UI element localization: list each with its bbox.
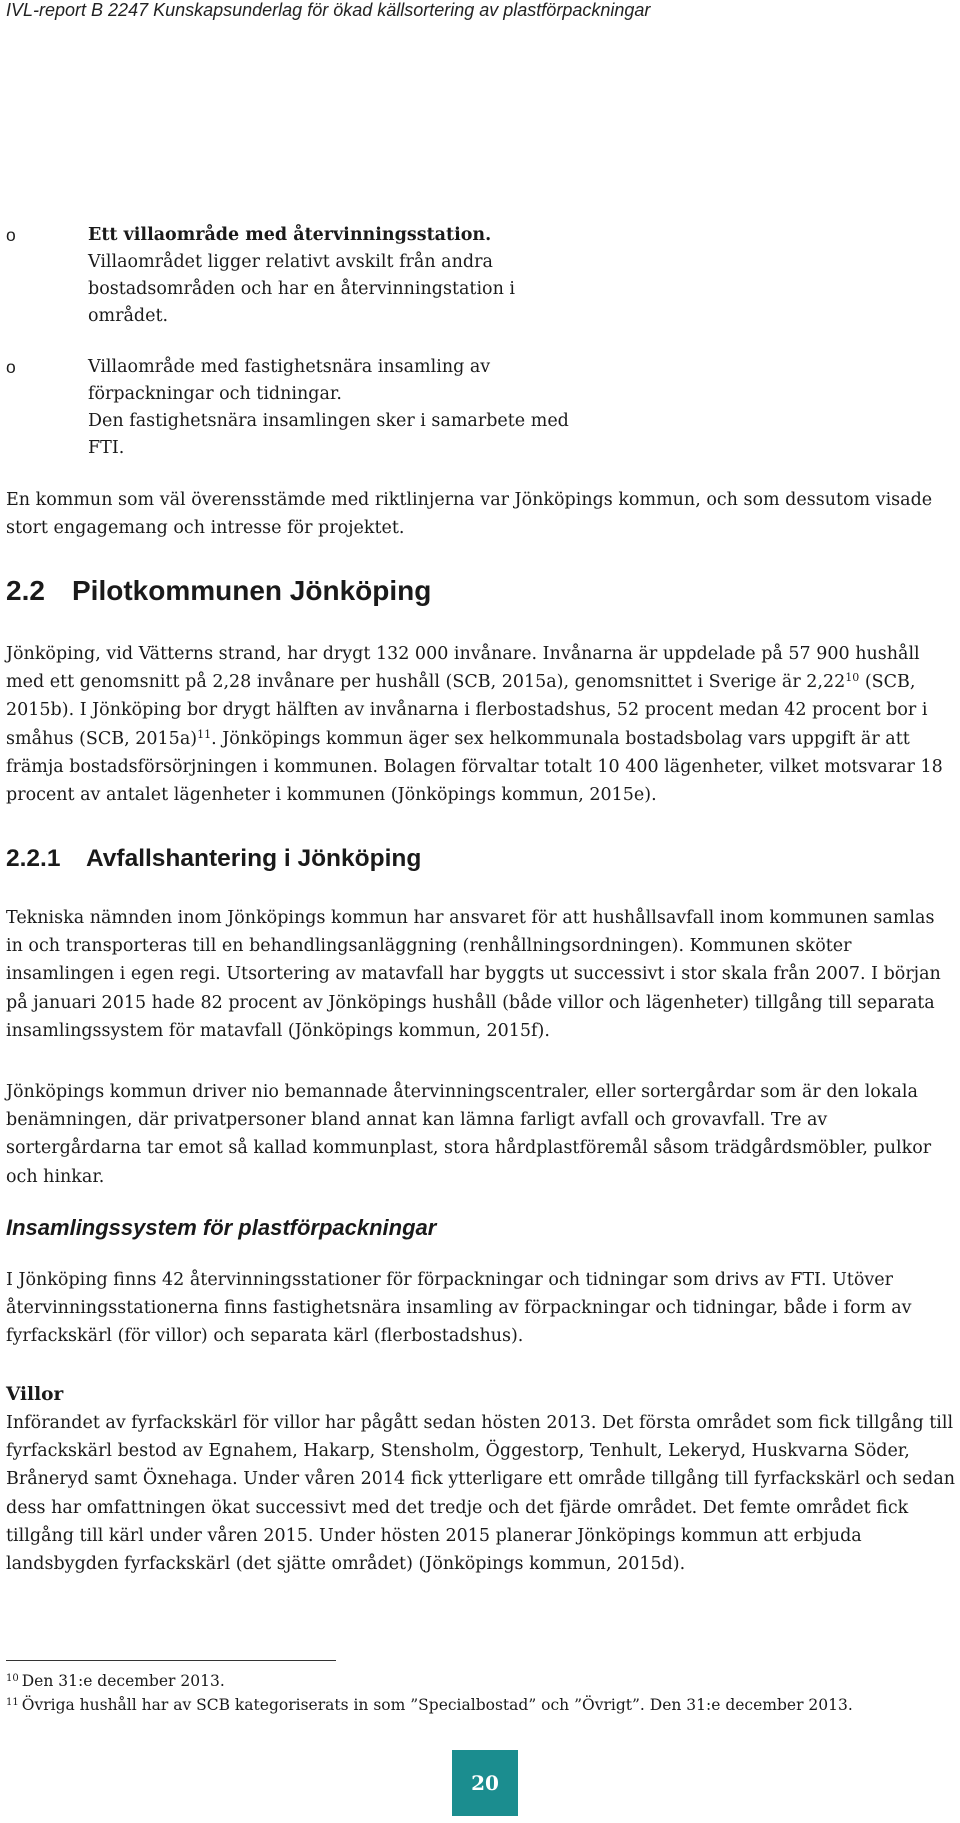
paragraph-text: . Jönköpings kommun äger sex helkommunala bostadsbolag vars uppgift är att främja bostadsförsörjningen i kommunen. Bolagen förvaltar totalt 10 400 lägenheter, vilket motsvarar 18 procent av antalet lägenheter i kommunen (Jönköpings kommun, 2015e).: [6, 728, 943, 806]
footnote-divider: [6, 1660, 336, 1661]
footnote-number: 10: [6, 1673, 19, 1684]
bullet-list: [6, 222, 606, 486]
list-item-line: förpackningar och tidningar.: [88, 384, 342, 404]
list-item-title: Ett villaområde med återvinningsstation.: [88, 225, 492, 245]
footnote-text: Övriga hushåll har av SCB kategoriserats in som ”Specialbostad” och ”Övrigt”. Den 31:e december 2013.: [21, 1696, 853, 1714]
circle-bullet-icon: o: [6, 357, 16, 377]
footnote-ref-10[interactable]: 10: [845, 671, 860, 685]
subsection-heading: [6, 845, 956, 873]
villor-paragraph: Införandet av fyrfackskärl för villor har pågått sedan hösten 2013. Det första området som fick tillgång till fyrfackskärl bestod av Egnahem, Hakarp, Stensholm, Öggestorp, Tenhult, Lekeryd, Huskvarna Söder, Bråneryd samt Öxnehaga. Under våren 2014 fick ytterligare ett område tillgång till fyrfackskärl och sedan dess har omfattningen ökat successivt med det tredje och det fjärde området. Det femte området fick tillgång till kärl under våren 2015. Under hösten 2015 planerar Jönköpings kommun att erbjuda landsbygden fyrfackskärl (det sjätte området) (Jönköpings kommun, 2015d).: [6, 1413, 956, 1575]
list-item-title: Villaområde med fastighetsnära insamling av: [88, 357, 491, 377]
section-title: Pilotkommunen Jönköping: [72, 575, 432, 606]
section-paragraph: Tekniska nämnden inom Jönköpings kommun har ansvaret för att hushållsavfall inom kommunen samlas in och transporteras till en behandlingsanläggning (renhållningsordningen). Kommunen sköter insamlingen i egen regi. Utsortering av matavfall har byggts ut successivt i stor skala från 2007. I början på januari 2015 hade 82 procent av Jönköpings hushåll (både villor och lägenheter) tillgång till separata insamlingssystem för matavfall (Jönköpings kommun, 2015f).: [6, 908, 941, 1041]
list-item-line: bostadsområden och har en återvinningstation i: [88, 279, 516, 299]
list-item-line: Den fastighetsnära insamlingen sker i samarbete med: [88, 411, 569, 431]
circle-bullet-icon: o: [6, 225, 16, 245]
section-paragraph: Jönköpings kommun driver nio bemannade återvinningscentraler, eller sortergårdar som är den lokala benämningen, där privatpersoner bland annat kan lämna farligt avfall och grovavfall. Tre av sortergårdarna tar emot så kallad kommunplast, stora hårdplastföremål såsom trädgårdsmöbler, pulkor och hinkar.: [6, 1082, 932, 1187]
subsection-italic-heading: Insamlingssystem för plastförpackningar: [6, 1215, 437, 1240]
subsection-title: Avfallshantering i Jönköping: [86, 845, 422, 872]
villor-heading: Villor: [6, 1384, 64, 1405]
footnote: [6, 1668, 956, 1692]
section-number: 2.2: [6, 575, 45, 606]
running-header: IVL-report B 2247 Kunskapsunderlag för ökad källsortering av plastförpackningar: [6, 0, 651, 20]
section-paragraph: I Jönköping finns 42 återvinningsstationer för förpackningar och tidningar som drivs av FTI. Utöver återvinningsstationerna finns fastighetsnära insamling av förpackningar och tidningar, både i form av fyrfackskärl (för villor) och separata kärl (flerbostadshus).: [6, 1270, 912, 1347]
footnote: [6, 1692, 956, 1716]
section-heading: [6, 575, 956, 607]
list-item-line: FTI.: [88, 438, 125, 458]
footnote-number: 11: [6, 1697, 19, 1708]
paragraph-text: (SCB, 2015b). I Jönköping bor drygt hälften av invånarna i flerbostadshus, 52 procent medan 42 procent bor i småhus (SCB, 2015a): [6, 672, 928, 749]
list-item: [6, 354, 606, 462]
paragraph-text: Jönköping, vid Vätterns strand, har drygt 132 000 invånare. Invånarna är uppdelade på 57 900 hushåll med ett genomsnitt på 2,28 invånare per hushåll (SCB, 2015a), genomsnittet i Sverige är 2,22: [6, 644, 920, 693]
list-item-line: Villaområdet ligger relativt avskilt från andra: [88, 252, 493, 272]
section-paragraph: [6, 640, 956, 809]
footnotes: [6, 1668, 956, 1716]
footnote-text: Den 31:e december 2013.: [21, 1672, 225, 1690]
list-item: [6, 222, 606, 330]
page-number: 20: [452, 1750, 518, 1816]
subsection-number: 2.2.1: [6, 845, 61, 872]
footnote-ref-11[interactable]: 11: [197, 727, 212, 741]
list-item-line: området.: [88, 306, 169, 326]
intro-paragraph: En kommun som väl överensstämde med riktlinjerna var Jönköpings kommun, och som dessutom visade stort engagemang och intresse för projektet.: [6, 490, 933, 539]
